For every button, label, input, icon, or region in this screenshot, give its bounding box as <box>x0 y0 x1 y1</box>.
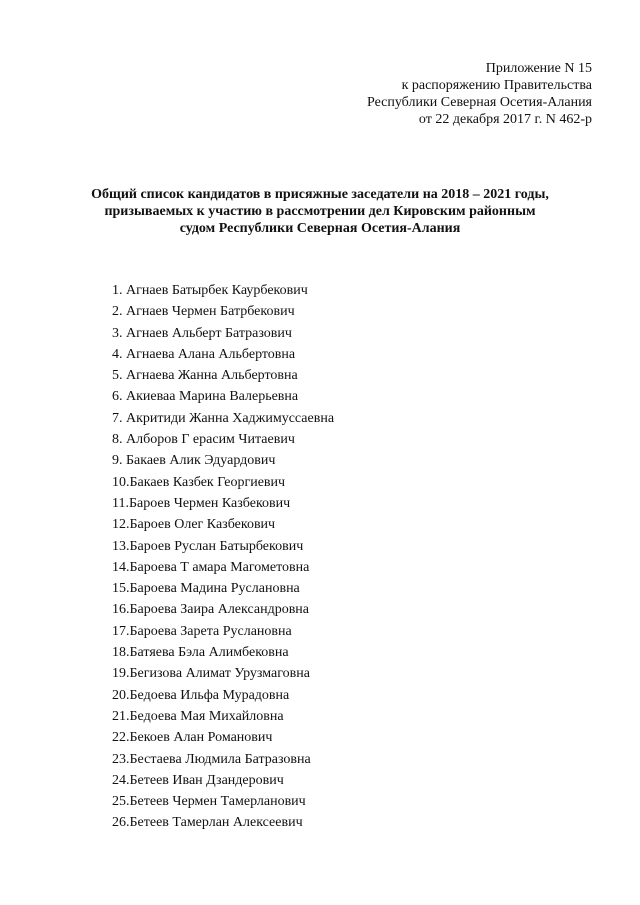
candidate-item: 14.Бароева Т амара Магометовна <box>112 559 310 575</box>
candidate-list <box>112 280 334 834</box>
appendix-date-line: от 22 декабря 2017 г. N 462-р <box>418 112 592 127</box>
title-line-2: призываемых к участию в рассмотрении дел Кировским районным <box>104 204 536 219</box>
candidate-item: 11.Бароев Чермен Казбекович <box>112 495 291 511</box>
appendix-number: Приложение N 15 <box>485 61 592 76</box>
document-title <box>60 186 580 237</box>
candidate-item: 2. Агнаев Чермен Батрбекович <box>112 304 295 320</box>
candidate-item: 15.Бароева Мадина Руслановна <box>112 581 300 597</box>
candidate-item: 4. Агнаева Алана Альбертовна <box>112 346 296 362</box>
candidate-item: 22.Бекоев Алан Романович <box>112 730 273 746</box>
candidate-item: 17.Бароева Зарета Руслановна <box>112 623 292 639</box>
candidate-item: 21.Бедоева Мая Михайловна <box>112 708 284 724</box>
candidate-item: 23.Бестаева Людмила Батразовна <box>112 751 311 767</box>
appendix-republic-line: Республики Северная Осетия-Алания <box>367 95 592 110</box>
appendix-order-line: к распоряжению Правительства <box>401 78 592 93</box>
candidate-item: 6. Акиеваа Марина Валерьевна <box>112 389 299 405</box>
title-line-1: Общий список кандидатов в присяжные заседатели на 2018 – 2021 годы, <box>91 187 549 202</box>
candidate-item: 19.Бегизова Алимат Урузмаговна <box>112 666 310 682</box>
candidate-item: 24.Бетеев Иван Дзандерович <box>112 772 284 788</box>
candidate-item: 3. Агнаев Альберт Батразович <box>112 325 292 341</box>
candidate-item: 8. Алборов Г ерасим Читаевич <box>112 432 295 448</box>
candidate-item: 25.Бетеев Чермен Тамерланович <box>112 794 306 810</box>
candidate-item: 5. Агнаева Жанна Альбертовна <box>112 368 298 384</box>
candidate-item: 9. Бакаев Алик Эдуардович <box>112 453 276 469</box>
candidate-item: 18.Батяева Бэла Алимбековна <box>112 645 289 661</box>
candidate-item: 10.Бакаев Казбек Георгиевич <box>112 474 286 490</box>
candidate-item: 13.Бароев Руслан Батырбекович <box>112 538 304 554</box>
candidate-item: 26.Бетеев Тамерлан Алексеевич <box>112 815 303 831</box>
candidate-item: 12.Бароев Олег Казбекович <box>112 517 276 533</box>
candidate-item: 16.Бароева Заира Александровна <box>112 602 310 618</box>
title-line-3: судом Республики Северная Осетия-Алания <box>179 221 461 236</box>
candidate-item: 7. Акритиди Жанна Хаджимуссаевна <box>112 410 335 426</box>
candidate-item: 20.Бедоева Ильфа Мурадовна <box>112 687 290 703</box>
candidate-item: 1. Агнаев Батырбек Каурбекович <box>112 283 308 298</box>
appendix-header <box>367 60 592 128</box>
